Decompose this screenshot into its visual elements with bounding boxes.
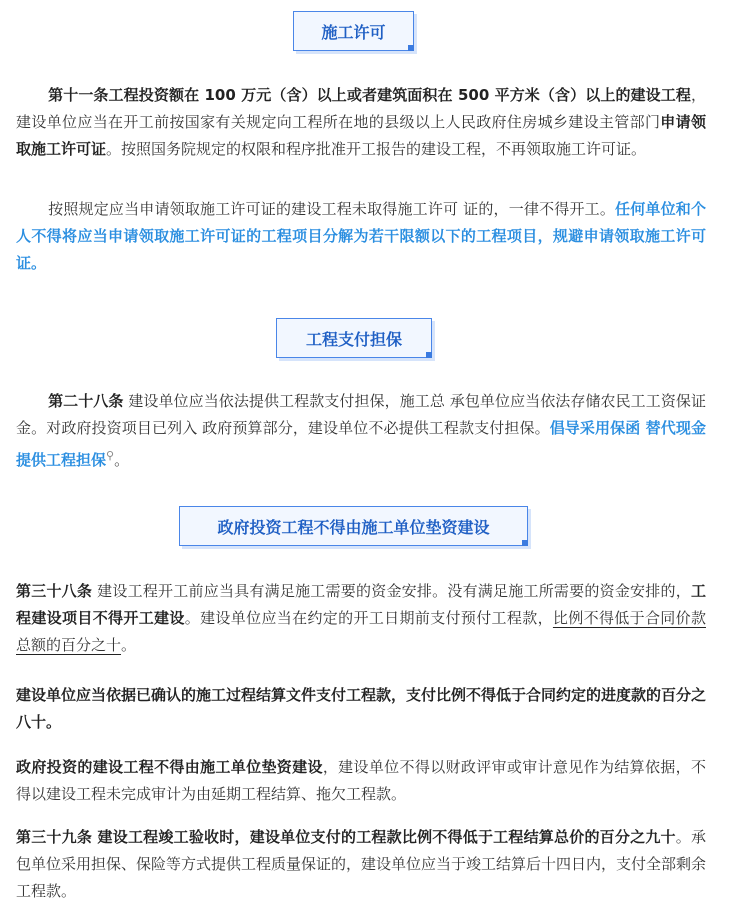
article-38-bold-2: 工程建设项目不得开工建设 xyxy=(16,582,706,627)
permit-rule-paragraph xyxy=(16,196,706,277)
permit-rule-text: 按照规定应当申请领取施工许可证的建设工程未取得施工许可 证的，一律不得开工。 xyxy=(48,200,616,218)
article-28-highlight: 倡导采用保函 替代现金提供工程担保 xyxy=(16,419,706,469)
article-11-paragraph xyxy=(16,82,706,163)
heading-corner-marker xyxy=(426,352,432,358)
article-39-paragraph xyxy=(16,824,706,905)
no-advance-bold: 政府投资的建设工程不得由施工单位垫资建设 xyxy=(16,758,323,776)
article-11-text-2: 。按照国务院规定的权限和程序批准开工报告的建设工程，不再领取施工许可证。 xyxy=(106,140,647,158)
section-heading-permit xyxy=(293,11,414,51)
no-advance-text: ，建设单位不得以财政评审或审计意见作为结算依据，不得以建设工程未完成审计为由延期工程结算、拖欠工程款。 xyxy=(16,758,706,803)
article-11-text-1: ，建设单位应当在开工前按国家有关规定向工程所在地的县级以上人民政府住房城乡建设主管部门 xyxy=(16,86,706,131)
article-28-text-1: 建设单位应当依法提供工程款支付担保，施工总 承包单位应当依法存储农民工工资保证金。对政府投资项目已列入 政府预算部分，建设单位不必提供工程款支付担保。 xyxy=(16,392,706,437)
magnifier-icon: ⚲ xyxy=(106,449,115,462)
article-38-underlined: 比例不得低于合同价款总额的百分之十 xyxy=(16,609,706,654)
heading-corner-marker xyxy=(408,45,414,51)
article-11-bold: 第十一条工程投资额在 100 万元（含）以上或者建筑面积在 500 平方米（含）以上的建设工程 xyxy=(48,86,691,104)
article-38-paragraph xyxy=(16,578,706,659)
section-heading-advance xyxy=(179,506,528,546)
article-28-paragraph xyxy=(16,388,706,474)
article-38-text-2: 。建设单位应当在约定的开工日期前支付预付工程款， xyxy=(184,609,553,627)
article-38-bold: 第三十八条 xyxy=(16,582,93,600)
article-39-bold: 第三十九条 建设工程竣工验收时，建设单位支付的工程款比例不得低于工程结算总价的百分之九十 xyxy=(16,828,676,846)
article-28-bold: 第二十八条 xyxy=(48,392,124,410)
permit-rule-highlight: 任何单位和个人不得将应当申请领取施工许可证的工程项目分解为若干限额以下的工程项目，规避申请领取施工许可证。 xyxy=(16,200,706,272)
article-38-text-1: 建设工程开工前应当具有满足施工需要的资金安排。没有满足施工所需要的资金安排的， xyxy=(92,582,691,600)
section-heading-permit-text: 施工许可 xyxy=(321,22,386,42)
article-28-text-2: 。 xyxy=(114,451,130,469)
heading-corner-marker xyxy=(522,540,528,546)
article-39-text: 。承包单位采用担保、保险等方式提供工程质量保证的，建设单位应当于竣工结算后十四日内，支付全部剩余工程款。 xyxy=(16,828,707,900)
progress-payment-bold: 建设单位应当依据已确认的施工过程结算文件支付工程款，支付比例不得低于合同约定的进度款的百分之八十。 xyxy=(16,686,707,731)
article-11-bold-2: 申请领取施工许可证 xyxy=(16,113,706,158)
article-38-text-3: 。 xyxy=(121,636,137,654)
no-advance-paragraph xyxy=(16,754,706,808)
section-heading-guarantee xyxy=(276,318,432,358)
progress-payment-paragraph xyxy=(16,682,706,736)
section-heading-guarantee-text: 工程支付担保 xyxy=(305,329,402,349)
section-heading-advance-text: 政府投资工程不得由施工单位垫资建设 xyxy=(217,517,490,537)
